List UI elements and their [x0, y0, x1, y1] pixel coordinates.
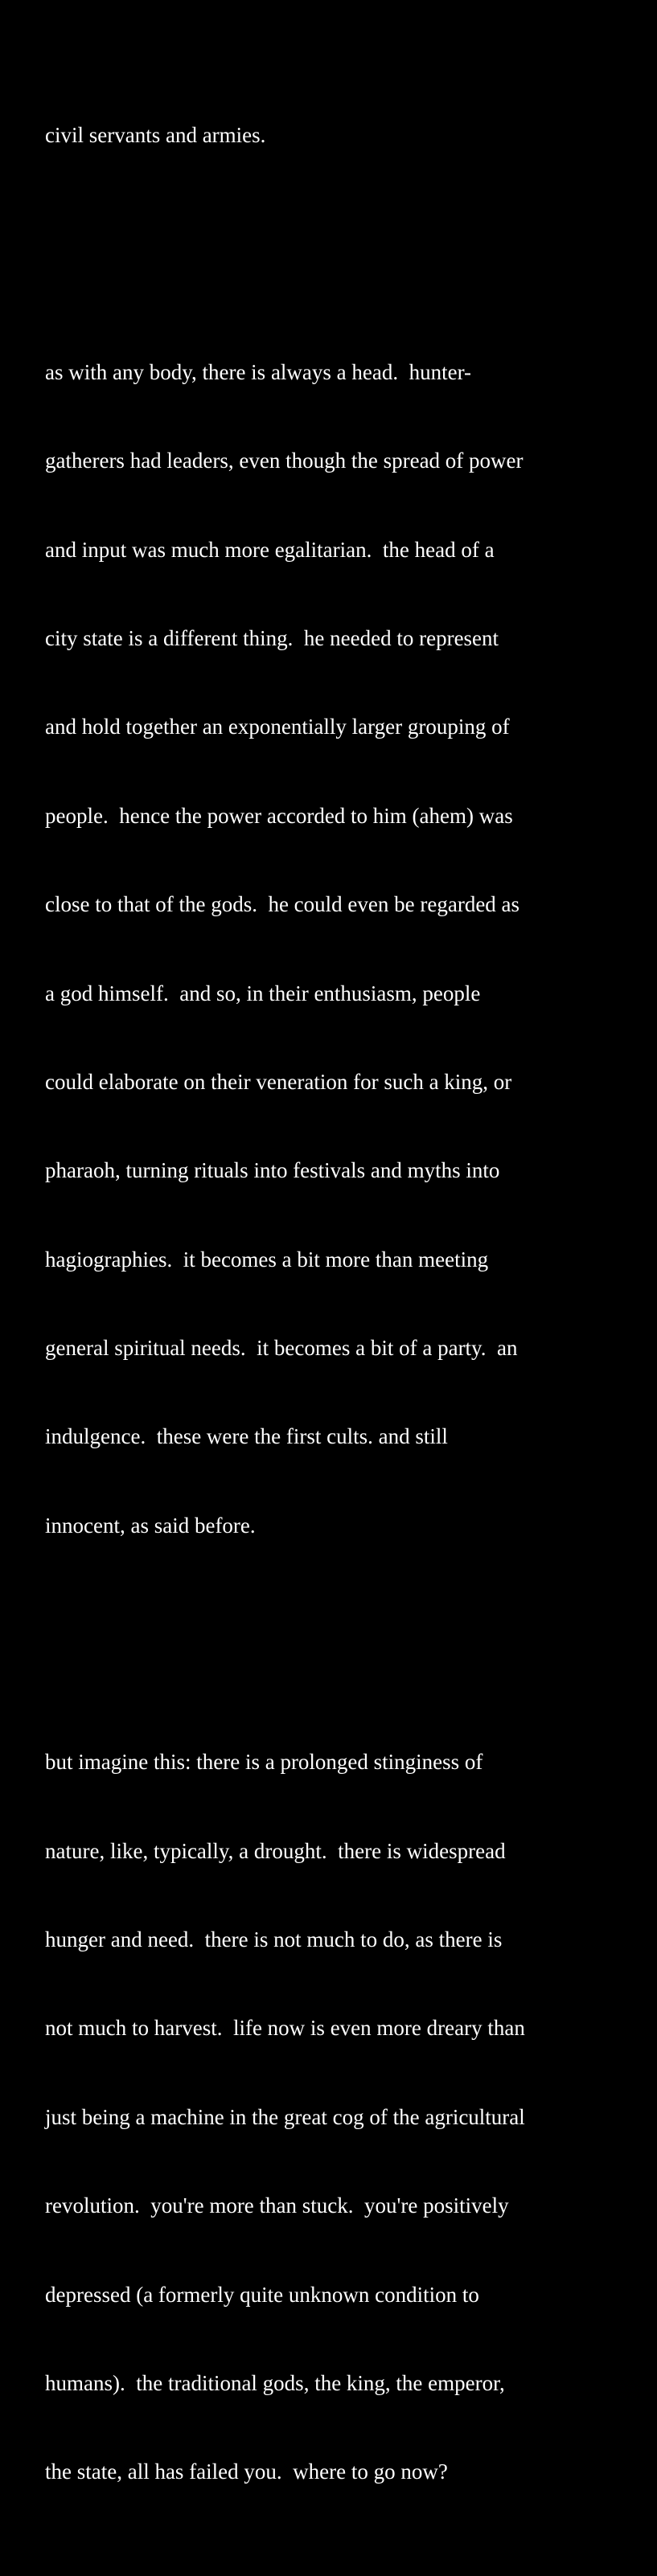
text-line: innocent, as said before. [45, 1513, 256, 1538]
text-line: hagiographies. it becomes a bit more than meeting [45, 1247, 489, 1272]
text-line: pharaoh, turning rituals into festivals and myths into [45, 1158, 500, 1183]
text-line: humans). the traditional gods, the king, the emperor, [45, 2370, 505, 2395]
text-line: just being a machine in the great cog of the agricultural [45, 2104, 525, 2129]
text-line: general spiritual needs. it becomes a bit of a party. an [45, 1336, 518, 1361]
text-line: hunger and need. there is not much to do, as there is [45, 1927, 503, 1951]
text-line: depressed (a formerly quite unknown condition to [45, 2282, 479, 2307]
text-line: but imagine this: there is a prolonged stinginess of [45, 1750, 483, 1775]
text-line: not much to harvest. life now is even more dreary than [45, 2016, 525, 2041]
text-line: city state is a different thing. he needed to represent [45, 625, 499, 650]
text-line: a god himself. and so, in their enthusiasm, people [45, 981, 481, 1005]
text-line: as with any body, there is always a head. hunter- [45, 359, 472, 384]
text-line: close to that of the gods. he could even be regarded as [45, 892, 520, 917]
paragraph-gap [45, 240, 640, 269]
text-line: revolution. you're more than stuck. you're positively [45, 2193, 509, 2218]
paragraph-gap [45, 1629, 640, 1659]
text-line: and input was much more egalitarian. the head of a [45, 537, 495, 562]
text-line: gatherers had leaders, even though the spread of power [45, 448, 524, 473]
text-line: people. hence the power accorded to him (ahem) was [45, 803, 513, 828]
text-line: nature, like, typically, a drought. there is widespread [45, 1838, 506, 1863]
document-text [45, 32, 640, 2576]
text-line: the state, all has failed you. where to go now? [45, 2459, 448, 2484]
text-line: civil servants and armies. [45, 123, 266, 148]
text-line: indulgence. these were the first cults. and still [45, 1424, 448, 1449]
text-line: and hold together an exponentially larger grouping of [45, 715, 510, 739]
text-line: could elaborate on their veneration for such a king, or [45, 1069, 512, 1094]
